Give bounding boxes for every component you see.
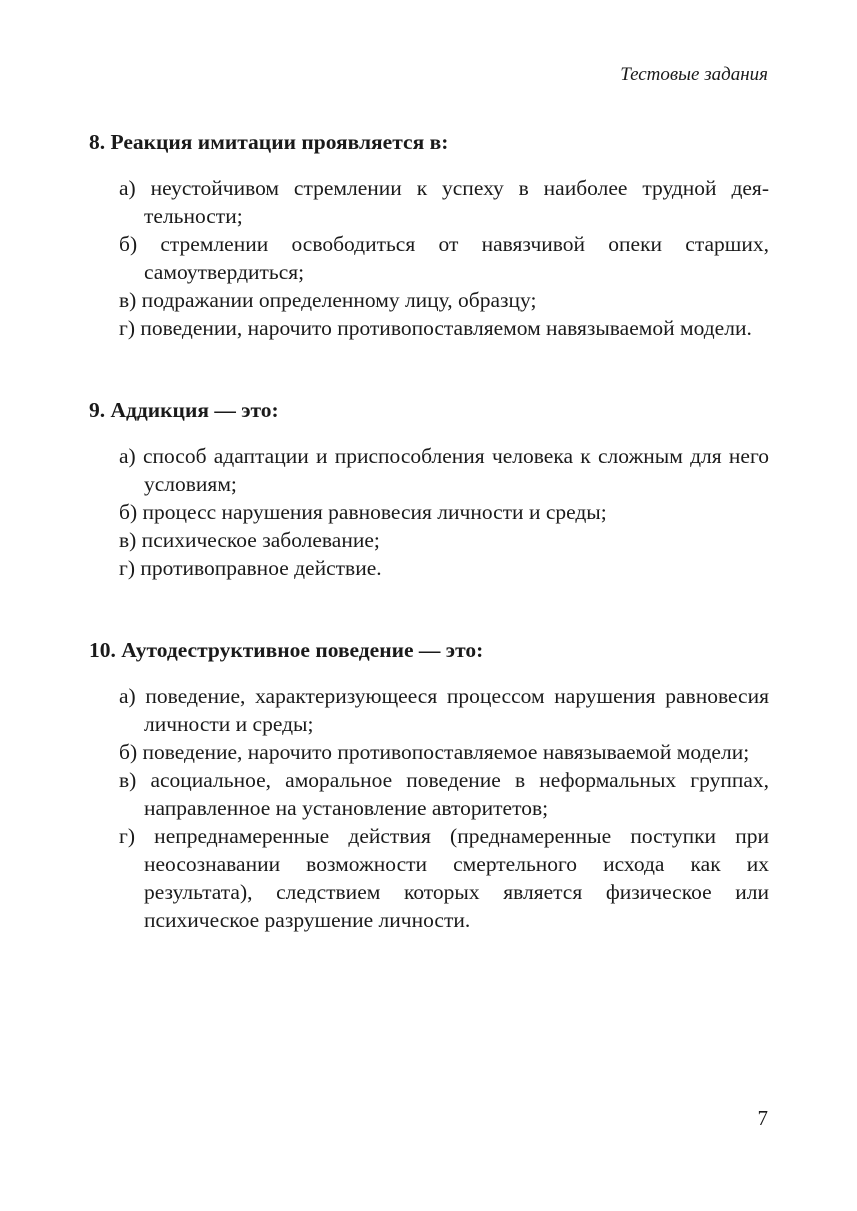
question-title: 8. Реакция имитации проявляется в: bbox=[89, 130, 449, 154]
answer-option: в) подражании определенному лицу, образцу; bbox=[119, 288, 537, 312]
answer-option: а) поведение, характеризующееся процессом нарушения равновесия личности и среды; bbox=[119, 684, 769, 736]
answer-options bbox=[89, 442, 769, 582]
answer-option: г) противоправное действие. bbox=[119, 556, 382, 580]
answer-options bbox=[89, 682, 769, 934]
running-header: Тестовые задания bbox=[620, 64, 768, 85]
page-number: 7 bbox=[757, 1106, 768, 1130]
answer-options bbox=[89, 174, 769, 342]
question-title: 9. Аддикция — это: bbox=[89, 398, 279, 422]
question-9 bbox=[89, 396, 769, 582]
question-title: 10. Аутодеструктивное поведение — это: bbox=[89, 638, 484, 662]
answer-option: б) поведение, нарочито противопоставляемое навязываемой модели; bbox=[119, 740, 750, 764]
answer-option: в) психическое заболевание; bbox=[119, 528, 380, 552]
answer-option: в) асоциальное, аморальное поведение в неформальных группах, направленное на установление авторитетов; bbox=[119, 768, 769, 820]
test-questions bbox=[89, 128, 769, 934]
question-8 bbox=[89, 128, 769, 342]
answer-option: а) неустойчивом стремлении к успеху в наиболее трудной деятельности; bbox=[119, 176, 769, 228]
answer-option: а) способ адаптации и приспособления человека к сложным для него условиям; bbox=[119, 444, 769, 496]
question-10 bbox=[89, 636, 769, 934]
answer-option: г) поведении, нарочито противопоставляемом навязываемой модели. bbox=[119, 316, 752, 340]
answer-option: б) процесс нарушения равновесия личности и среды; bbox=[119, 500, 607, 524]
answer-option: г) непреднамеренные действия (преднамеренные поступки при неосознавании возможности смертельного исхода как их результата), следствием которых является физическое или психическое разрушение личности. bbox=[119, 824, 769, 932]
answer-option: б) стремлении освободиться от навязчивой опеки старших, самоутвердиться; bbox=[119, 232, 769, 284]
